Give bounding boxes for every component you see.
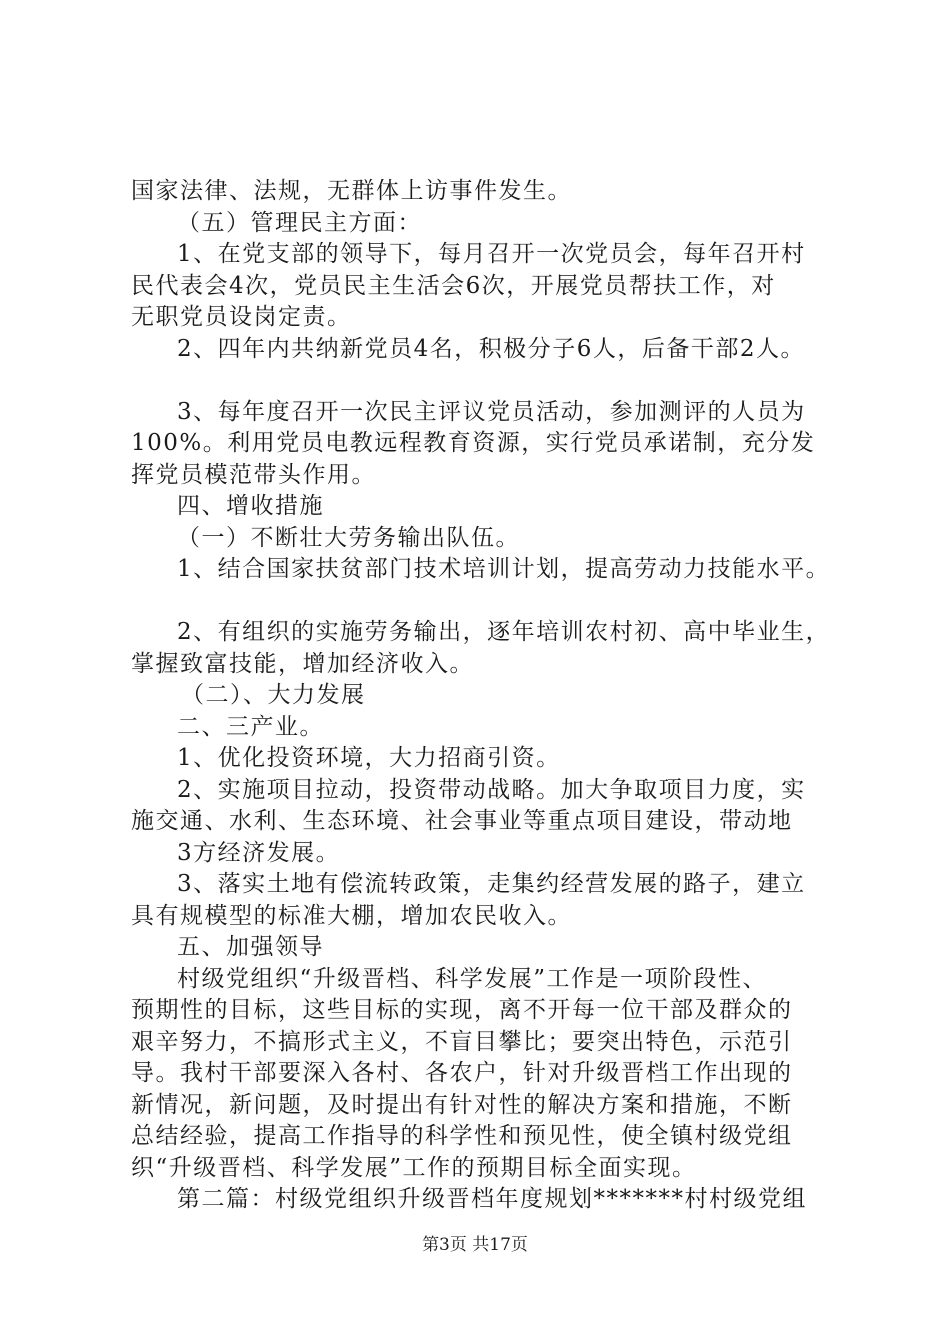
text-line: 2、四年内共纳新党员4名，积极分子6人，后备干部2人。 bbox=[177, 335, 806, 362]
text-line: 3方经济发展。 bbox=[177, 839, 341, 866]
section-heading: 四、增收措施 bbox=[177, 493, 324, 519]
subsection-heading: （二）、大力发展 bbox=[181, 682, 366, 708]
text-line: 织“升级晋档、科学发展”工作的预期目标全面实现。 bbox=[131, 1154, 697, 1181]
page-number-footer: 第3页 共17页 bbox=[422, 1235, 528, 1255]
text-line: 二、三产业。 bbox=[177, 713, 324, 740]
section-heading: （五）管理民主方面： bbox=[177, 209, 422, 236]
text-line: 1、结合国家扶贫部门技术培训计划，提高劳动力技能水平。 bbox=[177, 556, 831, 582]
blank-line bbox=[131, 365, 851, 397]
text-line: 2、有组织的实施劳务输出，逐年培训农村初、高中毕业生， bbox=[177, 619, 831, 645]
text-line: 具有规模型的标准大棚，增加农民收入。 bbox=[131, 902, 572, 929]
subsection-heading: （一）不断壮大劳务输出队伍。 bbox=[177, 524, 520, 551]
text-line: 施交通、水利、生态环境、社会事业等重点项目建设，带动地 bbox=[131, 808, 793, 834]
text-line: 3、每年度召开一次民主评议党员活动，参加测评的人员为 bbox=[177, 398, 806, 425]
text-line: 无职党员设岗定责。 bbox=[131, 304, 352, 330]
text-line: 第二篇：村级党组织升级晋档年度规划*******村村级党组 bbox=[177, 1186, 807, 1212]
text-line: 导。我村干部要深入各村、各农户，针对升级晋档工作出现的 bbox=[131, 1060, 793, 1086]
blank-line bbox=[131, 586, 851, 618]
text-line: 预期性的目标，这些目标的实现，离不开每一位干部及群众的 bbox=[131, 997, 793, 1023]
text-line: 3、落实土地有偿流转政策，走集约经营发展的路子，建立 bbox=[177, 871, 806, 897]
text-line: 1、在党支部的领导下，每月召开一次党员会，每年召开村 bbox=[177, 241, 806, 267]
text-line: 艰辛努力，不搞形式主义，不盲目攀比；要突出特色，示范引 bbox=[131, 1028, 793, 1055]
text-line: 民代表会4次，党员民主生活会6次，开展党员帮扶工作，对 bbox=[131, 272, 776, 299]
text-line: 总结经验，提高工作指导的科学性和预见性，使全镇村级党组 bbox=[131, 1123, 793, 1149]
section-heading: 五、加强领导 bbox=[177, 934, 324, 960]
text-line: 国家法律、法规，无群体上访事件发生。 bbox=[131, 178, 572, 204]
text-line: 1、优化投资环境，大力招商引资。 bbox=[177, 745, 561, 771]
text-line: 100%。利用党员电教远程教育资源，实行党员承诺制，充分发 bbox=[131, 430, 816, 456]
text-line: 新情况，新问题，及时提出有针对性的解决方案和措施，不断 bbox=[131, 1091, 793, 1118]
text-line: 挥党员模范带头作用。 bbox=[131, 461, 376, 488]
text-line: 2、实施项目拉动，投资带动战略。加大争取项目力度，实 bbox=[177, 776, 806, 803]
document-body bbox=[131, 176, 851, 1216]
text-line: 村级党组织“升级晋档、科学发展”工作是一项阶段性、 bbox=[177, 965, 768, 992]
text-line: 掌握致富技能，增加经济收入。 bbox=[131, 650, 474, 677]
